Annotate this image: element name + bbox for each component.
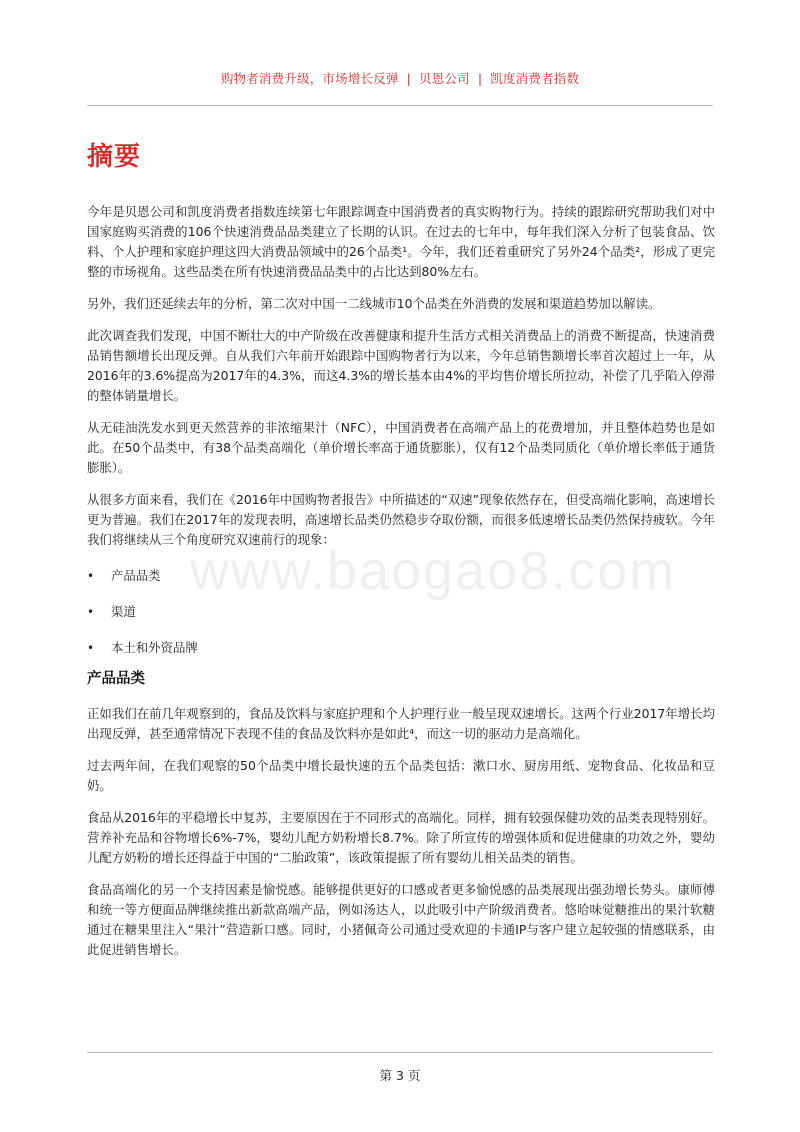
intro-paragraph: 另外，我们还延续去年的分析，第二次对中国一二线城市10个品类在外消费的发展和渠道趋势加以解读。 — [87, 296, 661, 311]
intro-paragraph: 从无硅油洗发水到更天然营养的非浓缩果汁（NFC），中国消费者在高端产品上的花费增加，并且整体趋势也是如此。在50个品类中，有38个品类高端化（单价增长率高于通货膨胀），仅有12个品类同质化（单价增长率低于通货膨胀）。 — [87, 420, 715, 475]
list-item-label: 产品品类 — [111, 568, 161, 583]
header-rule — [87, 105, 713, 106]
section-paragraph: 正如我们在前几年观察到的，食品及饮料与家庭护理和个人护理行业一般呈现双速增长。这两个行业2017年增长均出现反弹，甚至通常情况下表现不佳的食品及饮料亦是如此⁴，而这一切的驱动力是高端化。 — [87, 706, 715, 741]
bullet-icon: • — [87, 605, 95, 619]
header-separator: | — [477, 71, 483, 86]
perspective-list — [87, 566, 715, 658]
page-content — [87, 140, 715, 972]
list-item — [87, 638, 715, 658]
bullet-icon: • — [87, 569, 95, 583]
footer-rule — [87, 1052, 713, 1053]
section-paragraph: 食品高端化的另一个支持因素是愉悦感。能够提供更好的口感或者更多愉悦感的品类展现出强劲增长势头。康师傅和统一等方便面品牌继续推出新款高端产品，例如汤达人，以此吸引中产阶级消费者。悠哈味觉糖推出的果汁软糖通过在糖果里注入“果汁”营造新口感。同时，小猪佩奇公司通过受欢迎的卡通IP与客户建立起较强的情感联系，由此促进销售增长。 — [87, 882, 715, 957]
page-number: 第 3 页 — [379, 1068, 421, 1083]
intro-paragraph: 今年是贝恩公司和凯度消费者指数连续第七年跟踪调查中国消费者的真实购物行为。持续的跟踪研究帮助我们对中国家庭购买消费的106个快速消费品品类建立了长期的认识。在过去的七年中，每年我们深入分析了包装食品、饮料、个人护理和家庭护理这四大消费品领域中的26个品类¹。今年，我们还着重研究了另外24个品类²，形成了更完整的市场视角。这些品类在所有快速消费品品类中的占比达到80%左右。 — [87, 204, 715, 279]
section-paragraph: 过去两年间，在我们观察的50个品类中增长最快速的五个品类包括：漱口水、厨房用纸、宠物食品、化妆品和豆奶。 — [87, 758, 715, 793]
page-title: 摘要 — [87, 142, 142, 172]
list-item — [87, 602, 715, 622]
intro-paragraph: 此次调查我们发现，中国不断壮大的中产阶级在改善健康和提升生活方式相关消费品上的消费不断提高，快速消费品销售额增长出现反弹。自从我们六年前开始跟踪中国购物者行为以来，今年总销售额增长率首次超过上一年，从2016年的3.6%提高为2017年的4.3%，而这4.3%的增长基本由4%的平均售价增长所拉动，补偿了几乎陷入停滞的整体销量增长。 — [87, 328, 715, 403]
header-publisher-kantar: 凯度消费者指数 — [490, 71, 580, 86]
watermark: www.baogao8.com — [190, 541, 677, 601]
header-report-title: 购物者消费升级，市场增长反弹 — [220, 71, 399, 86]
section-heading: 产品品类 — [87, 671, 145, 687]
list-item — [87, 566, 715, 586]
bullet-icon: • — [87, 641, 95, 655]
header-separator: | — [406, 71, 412, 86]
header-publisher-bain: 贝恩公司 — [419, 71, 470, 86]
section-paragraph: 食品从2016年的平稳增长中复苏，主要原因在于不同形式的高端化。同样，拥有较强保健功效的品类表现特别好。营养补充品和谷物增长6%-7%，婴幼儿配方奶粉增长8.7%。除了所宣传的增强体质和促进健康的功效之外，婴幼儿配方奶粉的增长还得益于中国的“二胎政策”，该政策提振了所有婴幼儿相关品类的销售。 — [87, 810, 715, 865]
running-header — [0, 69, 800, 87]
list-item-label: 本土和外资品牌 — [111, 640, 198, 655]
list-item-label: 渠道 — [111, 604, 136, 619]
intro-paragraph: 从很多方面来看，我们在《2016年中国购物者报告》中所描述的“双速”现象依然存在，但受高端化影响，高速增长更为普遍。我们在2017年的发现表明，高速增长品类仍然稳步夺取份额，而很多低速增长品类仍然保持疲软。今年我们将继续从三个角度研究双速前行的现象： — [87, 492, 715, 547]
